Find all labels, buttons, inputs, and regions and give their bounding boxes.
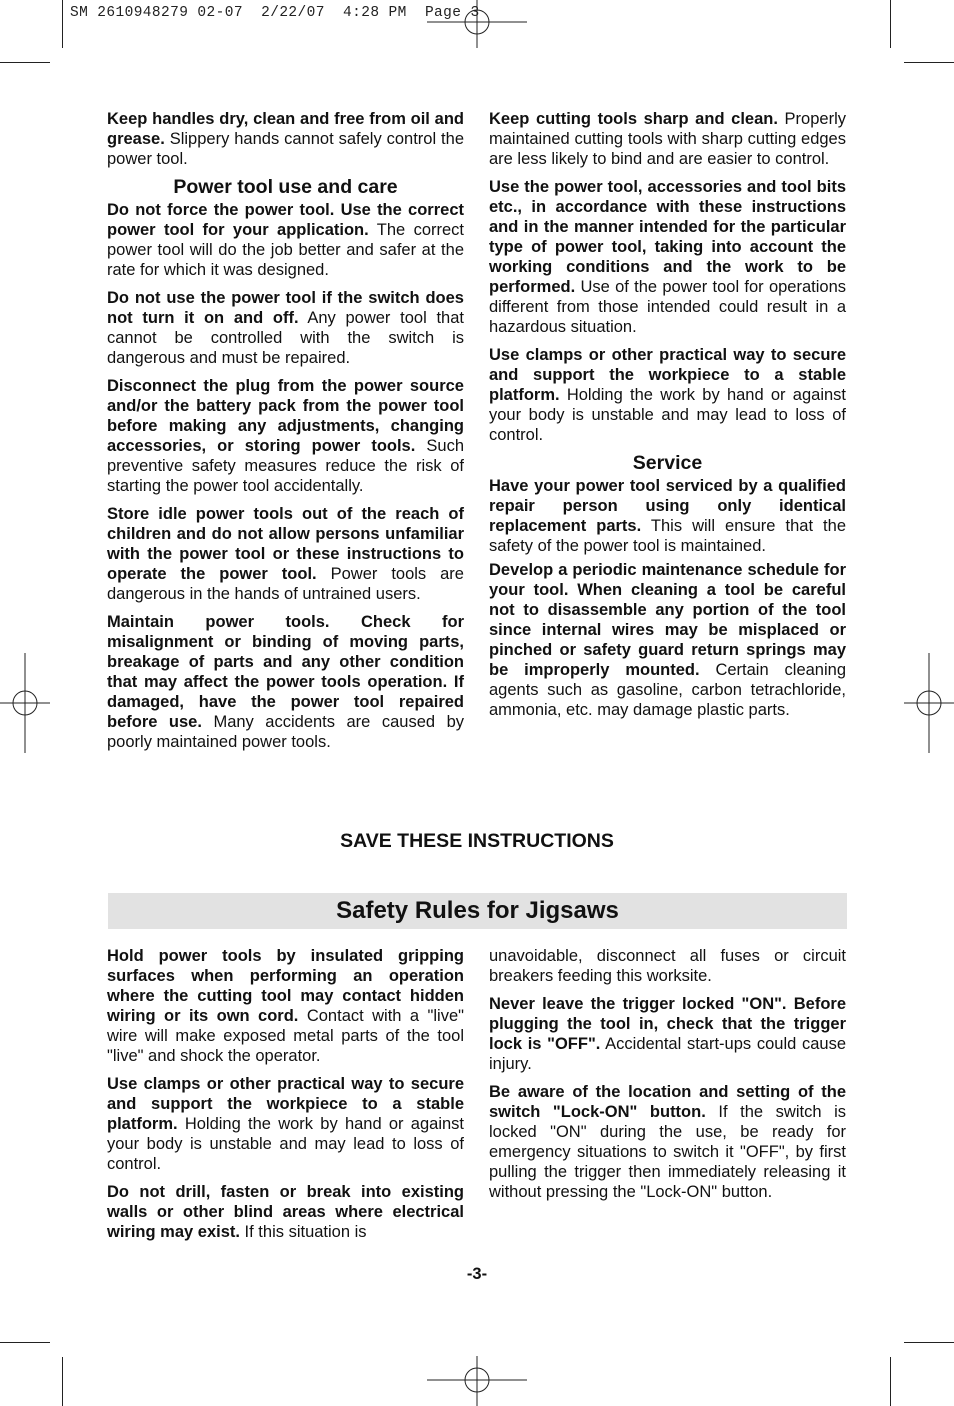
rule-disconnect-plug: [107, 376, 464, 496]
registration-mark-left-icon: [0, 653, 50, 753]
rule-text: Use of the power tool for operations different from those intended could result in a hazardous situation.: [489, 278, 846, 336]
rule-maintenance-schedule: [489, 560, 846, 720]
rule-accordance: [489, 177, 846, 337]
rule-heading: Be aware of the location and setting of the switch "Lock-ON" button.: [489, 1083, 846, 1121]
section-title-power-tool-use: Power tool use and care: [173, 176, 398, 198]
rule-heading: Keep handles dry, clean and free from oil and grease.: [107, 110, 464, 148]
rule-maintain: [107, 612, 464, 752]
crop-mark-bottom-left-v: [62, 1357, 63, 1406]
page-number: -3-: [466, 1265, 488, 1283]
crop-mark-bottom-left-h: [0, 1342, 50, 1343]
rule-heading: Use clamps or other practical way to secure and support the workpiece to a stable platform.: [489, 346, 846, 404]
rule-text: Accidental start-ups could cause injury.: [489, 1035, 846, 1073]
rule-text: Any power tool that cannot be controlled with the switch is dangerous and must be repaired.: [107, 309, 464, 367]
rule-heading: Develop a periodic maintenance schedule for your tool. When cleaning a tool be careful not to disassemble any portion of the tool since internal wires may be misplaced or pinched or safety guard return springs may be improperly mounted.: [489, 561, 846, 679]
rule-lock-on-button: [489, 1082, 846, 1202]
rule-heading: Keep cutting tools sharp and clean.: [489, 110, 778, 128]
rule-text: Contact with a "live" wire will make exposed metal parts of the tool "live" and shock the operator.: [107, 1007, 464, 1065]
rule-text: The correct power tool will do the job better and safer at the rate for which it was designed.: [107, 221, 465, 279]
rule-text: This will ensure that the safety of the power tool is maintained.: [489, 517, 846, 555]
rule-store-idle: [107, 504, 464, 604]
rule-trigger-locked: [489, 994, 846, 1074]
rule-heading: Do not force the power tool. Use the correct power tool for your application.: [107, 201, 464, 239]
print-slug: SM 2610948279 02-07 2/22/07 4:28 PM Page 3: [70, 5, 480, 21]
rule-text: Many accidents are caused by poorly maintained power tools.: [107, 713, 464, 751]
rule-do-not-force: [107, 200, 464, 280]
rule-heading: Have your power tool serviced by a qualified repair person using only identical replacement parts.: [489, 477, 846, 535]
crop-mark-bottom-right-v: [890, 1357, 891, 1406]
rule-handles-dry: [107, 109, 464, 169]
rule-clamps-jigsaw: [107, 1074, 464, 1174]
rule-text: Holding the work by hand or against your body is unstable and may lead to loss of control.: [489, 386, 846, 444]
rule-serviced: [489, 476, 846, 556]
left-column-top: [107, 109, 464, 760]
rule-heading: Disconnect the plug from the power source and/or the battery pack from the power tool before making any adjustments, changing accessories, or storing power tools.: [107, 377, 464, 455]
crop-mark-top-left-h: [0, 62, 50, 63]
jigsaw-rules-banner: Safety Rules for Jigsaws: [108, 893, 847, 929]
section-title-service: Service: [632, 452, 703, 474]
rule-heading: Store idle power tools out of the reach of children and do not allow persons unfamiliar with the power tool or these instructions to operate the power tool.: [107, 505, 464, 583]
rule-text: Power tools are dangerous in the hands of untrained users.: [107, 565, 464, 603]
rule-heading: Do not use the power tool if the switch does not turn it on and off.: [107, 289, 464, 327]
rule-switch: [107, 288, 464, 368]
rule-heading: Use clamps or other practical way to secure and support the workpiece to a stable platform.: [107, 1075, 464, 1133]
registration-mark-bottom-icon: [427, 1356, 527, 1406]
crop-mark-top-right-h: [904, 62, 954, 63]
rule-heading: Maintain power tools. Check for misalignment or binding of moving parts, breakage of parts and any other condition that may affect the power tools operation. If damaged, have the power tool repaired before use.: [107, 613, 464, 731]
rule-heading: Use the power tool, accessories and tool bits etc., in accordance with these instructions and in the manner intended for the particular type of power tool, taking into account the working conditions and the work to be performed.: [489, 178, 846, 296]
registration-mark-top-icon: [427, 0, 527, 50]
rule-text: If the switch is locked "ON" during the use, be ready for emergency situations to switch it "OFF", by first pulling the trigger then immediately releasing it without pressing the "Lock-ON" button.: [489, 1103, 847, 1201]
rule-heading: Never leave the trigger locked "ON". Before plugging the tool in, check that the trigger lock is "OFF".: [489, 995, 846, 1053]
rule-insulated-grip: [107, 946, 464, 1066]
rule-text: Such preventive safety measures reduce the risk of starting the power tool accidentally.: [107, 437, 464, 495]
rule-text: unavoidable, disconnect all fuses or circuit breakers feeding this worksite.: [489, 947, 846, 985]
rule-heading: Hold power tools by insulated gripping surfaces when performing an operation where the cutting tool may contact hidden wiring or its own cord.: [107, 947, 464, 1025]
rule-clamps: [489, 345, 846, 445]
rule-text: Certain cleaning agents such as gasoline, carbon tetrachloride, ammonia, etc. may damage plastic parts.: [489, 661, 847, 719]
rule-sharp-tools: [489, 109, 846, 169]
crop-mark-top-left-v: [62, 0, 63, 48]
rule-text: Properly maintained cutting tools with sharp cutting edges are less likely to bind and are easier to control.: [489, 110, 846, 168]
rule-heading: Do not drill, fasten or break into existing walls or other blind areas where electrical wiring may exist.: [107, 1183, 464, 1241]
rule-blind-areas: [107, 1182, 464, 1242]
rule-text: Slippery hands cannot safely control the power tool.: [107, 130, 464, 168]
rule-text: Holding the work by hand or against your body is unstable and may lead to loss of control.: [107, 1115, 464, 1173]
rule-text: If this situation is: [239, 1223, 367, 1241]
save-instructions-heading: SAVE THESE INSTRUCTIONS: [340, 830, 614, 852]
crop-mark-top-right-v: [890, 0, 891, 48]
registration-mark-right-icon: [904, 653, 954, 753]
crop-mark-bottom-right-h: [904, 1342, 954, 1343]
right-column-top: [489, 109, 846, 728]
right-column-bottom: [489, 946, 846, 1210]
left-column-bottom: [107, 946, 464, 1250]
rule-blind-areas-continued: [489, 946, 846, 986]
